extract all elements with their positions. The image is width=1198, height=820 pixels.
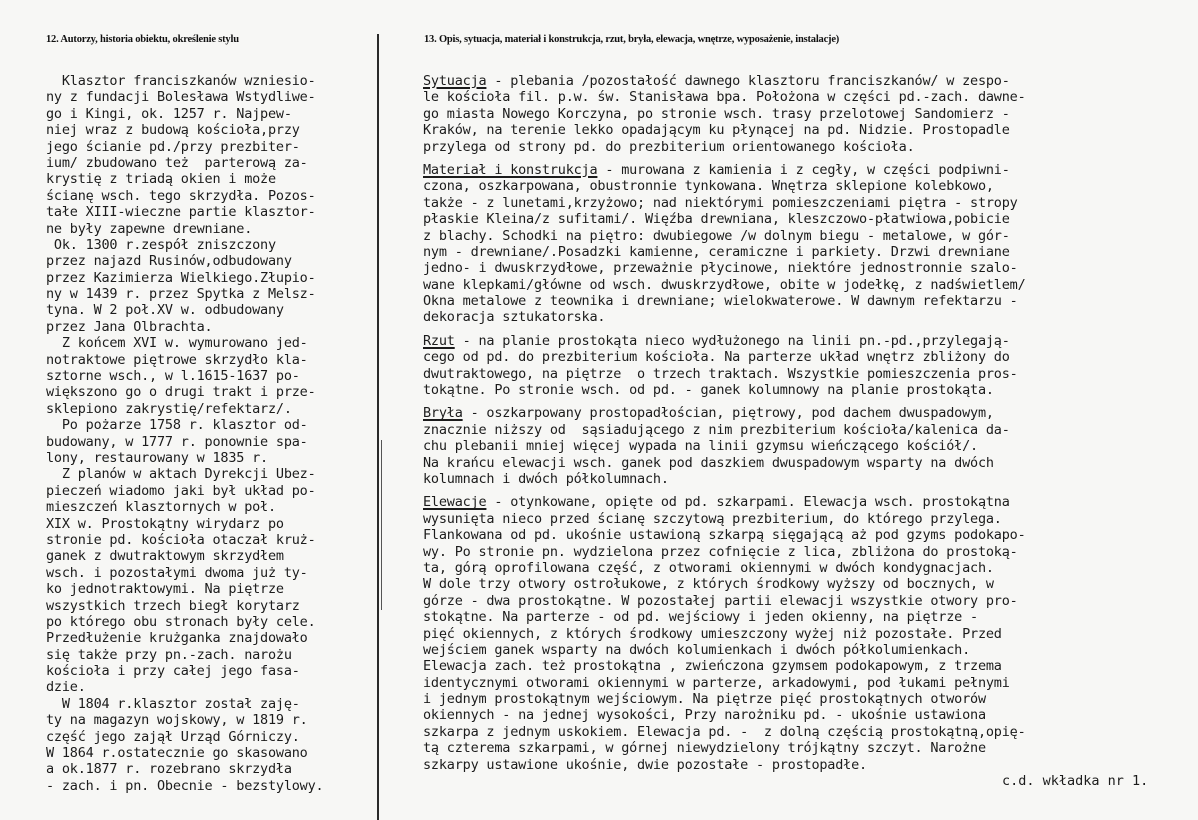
history-line: sklepiono zakrystię/refektarz/. [46, 400, 292, 417]
paragraph-gap [423, 155, 1195, 162]
history-line: Przedłużenie krużganka znajdowało [46, 630, 308, 647]
description-line: identycznymi otworami okiennymi w parterze, arkadowymi, pod łukami pełnymi [423, 674, 1010, 691]
history-line: Ok. 1300 r.zespół zniszczony [46, 236, 276, 253]
history-line: ny z fundacji Bolesława Wstydliwe- [46, 89, 316, 106]
description-line: także - z lunetami,krzyżowo; nad niektórymi pomieszczeniami piętra - stropy [423, 194, 1018, 211]
description-line: dwutraktowego, na piętrze o trzech traktach. Wszystkie pomieszczenia pros- [423, 365, 1018, 382]
description-line: Na krańcu elewacji wsch. ganek pod daszkiem dwuspadowym wsparty na dwóch [423, 454, 994, 471]
history-line: Po pożarze 1758 r. klasztor od- [46, 417, 308, 434]
history-line: sztorne wsch., w l.1615-1637 po- [46, 368, 300, 385]
description-line: Sytuacja - plebania /pozostałość dawnego klasztoru franciszkanów/ w zespo- [423, 73, 1010, 89]
history-line: tałe XIII-wieczne partie klasztor- [46, 204, 316, 221]
description-line: Elewacje - otynkowane, opięte od pd. szkarpami. Elewacja wsch. prostokątna [423, 494, 1010, 511]
continuation-note: c.d. wkładka nr 1. [1002, 773, 1149, 789]
description-line: wejściem ganek wsparty na dwóch kolumienkach i dwóch półkolumienkach. [423, 641, 971, 658]
history-text [46, 73, 396, 794]
history-line: kościoła i przy całej jego fasa- [46, 663, 300, 680]
history-line: ścianę wsch. tego skrzydła. Pozos- [46, 187, 316, 204]
history-line: wszystkich trzech biegł korytarz [46, 597, 300, 614]
history-line: ty na magazyn wojskowy, w 1819 r. [46, 712, 308, 729]
history-line: część jego zajął Urząd Górniczy. [46, 728, 300, 745]
history-line: przez Jana Olbrachta. [46, 318, 213, 335]
description-line: znacznie niższy od sąsiadującego z nim prezbiterium kościoła/kalenica da- [423, 421, 1010, 438]
description-line: chu plebanii mniej więcej wypada na linii gzymsu wieńczącego kościół/. [423, 438, 978, 455]
history-line: ganek z dwutraktowym skrzydłem [46, 548, 284, 565]
description-line: Rzut - na planie prostokąta nieco wydłużonego na linii pn.-pd.,przylegają- [423, 332, 1010, 349]
description-line: Bryła - oszkarpowany prostopadłościan, piętrowy, pod dachem dwuspadowym, [423, 405, 994, 422]
description-line: górze - dwa prostokątne. W pozostałej partii elewacji wszystkie otwory pro- [423, 592, 1018, 609]
history-line: Klasztor franciszkanów wzniesio- [46, 73, 316, 89]
description-line: czona, oszkarpowana, obustronnie tynkowana. Wnętrza sklepione kolebkowo, [423, 178, 994, 195]
description-line: wane klepkami/główne od wsch. dwuskrzydłowe, obite w jodełkę, z nadświetlem/ [423, 276, 1026, 293]
history-line: W 1864 r.ostatecznie go skasowano [46, 745, 308, 762]
description-line: dekoracja sztukatorska. [423, 309, 606, 326]
history-line: stronie pd. kościoła otaczał kruż- [46, 531, 316, 548]
section-term: Bryła [423, 405, 463, 422]
description-line: W dole trzy otwory ostrołukowe, z których środkowy wyższy od bocznych, w [423, 576, 994, 593]
history-line: tyna. W 2 poł.XV w. odbudowany [46, 302, 284, 319]
history-line: po którego obu stronach były cele. [46, 613, 316, 630]
section-term: Sytuacja [423, 73, 487, 89]
description-line: wysunięta nieco przed ścianę szczytową prezbiterium, do którego przylega. [423, 510, 1002, 527]
section-term: Materiał i konstrukcja [423, 161, 598, 178]
history-line: budowany, w 1777 r. ponownie spa- [46, 433, 308, 450]
description-text [423, 73, 1195, 773]
history-line: ko jednotraktowymi. Na piętrze [46, 581, 284, 598]
history-line: go i Kingi, ok. 1257 r. Najpew- [46, 105, 292, 122]
history-line: przez Kazimierza Wielkiego.Złupio- [46, 269, 316, 286]
history-line: przez najazd Rusinów,odbudowany [46, 253, 292, 270]
history-line: Z planów w aktach Dyrekcji Ubez- [46, 466, 316, 483]
history-line: ny w 1439 r. przez Spytka z Melsz- [46, 286, 316, 303]
description-line: tokątne. Po stronie wsch. od pd. - ganek kolumnowy na planie prostokąta. [423, 382, 994, 399]
history-line: a ok.1877 r. rozebrano skrzydła [46, 761, 292, 778]
history-line: notraktowe piętrowe skrzydło kla- [46, 351, 308, 368]
description-line: z blachy. Schodki na piętro: dwubiegowe /w dolnym biegu - metalowe, w gór- [423, 227, 1010, 244]
paragraph-gap [423, 326, 1195, 333]
description-line: jedno- i dwuskrzydłowe, przeważnie płycinowe, niektóre jednostronnie szalo- [423, 260, 1018, 277]
history-line: ne były zapewne drewniane. [46, 220, 253, 237]
description-line: płaskie Kleina/z sufitami/. Więźba drewniana, kleszczowo-płatwiowa,pobicie [423, 211, 1010, 228]
history-line: Z końcem XVI w. wymurowano jed- [46, 335, 308, 352]
description-line: cego od pd. do prezbiterium kościoła. Na parterze układ wnętrz zbliżony do [423, 349, 1010, 366]
description-line: Materiał i konstrukcja - murowana z kamienia i z cegły, w części podpiwni- [423, 161, 1010, 178]
description-line: szkarpa z jednym uskokiem. Elewacja pd. - z dolną częścią prostokątną,opię- [423, 723, 1026, 740]
description-line: go miasta Nowego Korczyna, po stronie wsch. trasy przelotowej Sandomierz - [423, 105, 1010, 122]
history-line: ium/ zbudowano też parterową za- [46, 154, 308, 171]
description-line: Kraków, na terenie lekko opadającym ku płynącej na pd. Nidzie. Prostopadle [423, 122, 1010, 139]
description-line: le kościoła fil. p.w. św. Stanisława bpa. Położona w części pd.-zach. dawne- [423, 89, 1026, 106]
paragraph-gap [423, 487, 1195, 494]
description-line: nym - drewniane/.Posadzki kamienne, ceramiczne i parkiety. Drzwi drewniane [423, 243, 1010, 260]
description-line: przylega od strony pd. do prezbiterium orientowanego kościoła. [423, 138, 915, 155]
description-line: okiennych - na jednej wysokości, Przy narożniku pd. - ukośnie ustawiona [423, 707, 986, 724]
description-line: kolumnach i dwóch półkolumnach. [423, 470, 669, 487]
description-line: Flankowana od pd. ukośnie ustawioną szkarpą sięgającą aż pod gzyms podokapo- [423, 527, 1026, 544]
history-line: pieczeń wiadomo jaki był układ po- [46, 482, 316, 499]
description-line: tą czterema szkarpami, w górnej niewydzielony trójkątny szczyt. Narożne [423, 740, 986, 757]
description-line: wy. Po stronie pn. wydzielona przez cofnięcie z lica, zbliżona do prostoką- [423, 543, 1018, 560]
section-13-header: 13. Opis, sytuacja, materiał i konstrukcja, rzut, bryła, elewacja, wnętrze, wyposażenie, instalacje) [424, 34, 840, 45]
history-line: większono go o drugi trakt i prze- [46, 384, 316, 401]
history-line: krystię z triadą okien i może [46, 171, 276, 188]
description-line: Elewacja zach. też prostokątna , zwieńczona gzymsem podokapowym, z trzema [423, 658, 1002, 675]
history-line: wsch. i pozostałymi dwoma już ty- [46, 564, 308, 581]
history-line: - zach. i pn. Obecnie - bezstylowy. [46, 777, 324, 794]
section-term: Rzut [423, 332, 455, 349]
history-line: XIX w. Prostokątny wirydarz po [46, 515, 284, 532]
history-line: dzie. [46, 679, 86, 696]
description-line: pięć okiennych, z których środkowy umieszczony wyżej niż pozostałe. Przed [423, 625, 1002, 642]
history-line: jego ścianie pd./przy prezbiter- [46, 138, 300, 155]
history-line: lony, restaurowany w 1835 r. [46, 449, 268, 466]
section-term: Elewacje [423, 494, 487, 511]
history-line: W 1804 r.klasztor został zaję- [46, 695, 300, 712]
history-line: mieszczeń klasztornych w poł. [46, 499, 276, 516]
section-12-header: 12. Autorzy, historia obiektu, określenie stylu [46, 34, 239, 45]
description-line: i jednym prostokątnym wejściowym. Na piętrze pięć prostokątnych otworów [423, 691, 986, 708]
description-line: Okna metalowe z teownika i drewniane; wielokwaterowe. W dawnym refektarzu - [423, 293, 1018, 310]
description-line: ta, górą oprofilowana część, z otworami okiennymi w dwóch kondygnacjach. [423, 559, 994, 576]
paragraph-gap [423, 398, 1195, 405]
description-line: stokątne. Na parterze - od pd. wejściowy i jeden okienny, na piętrze - [423, 609, 978, 626]
history-line: niej wraz z budową kościoła,przy [46, 122, 300, 139]
history-line: się także przy pn.-zach. narożu [46, 646, 292, 663]
description-line: szkarpy ustawione ukośnie, dwie pozostałe - prostopadłe. [423, 756, 867, 773]
